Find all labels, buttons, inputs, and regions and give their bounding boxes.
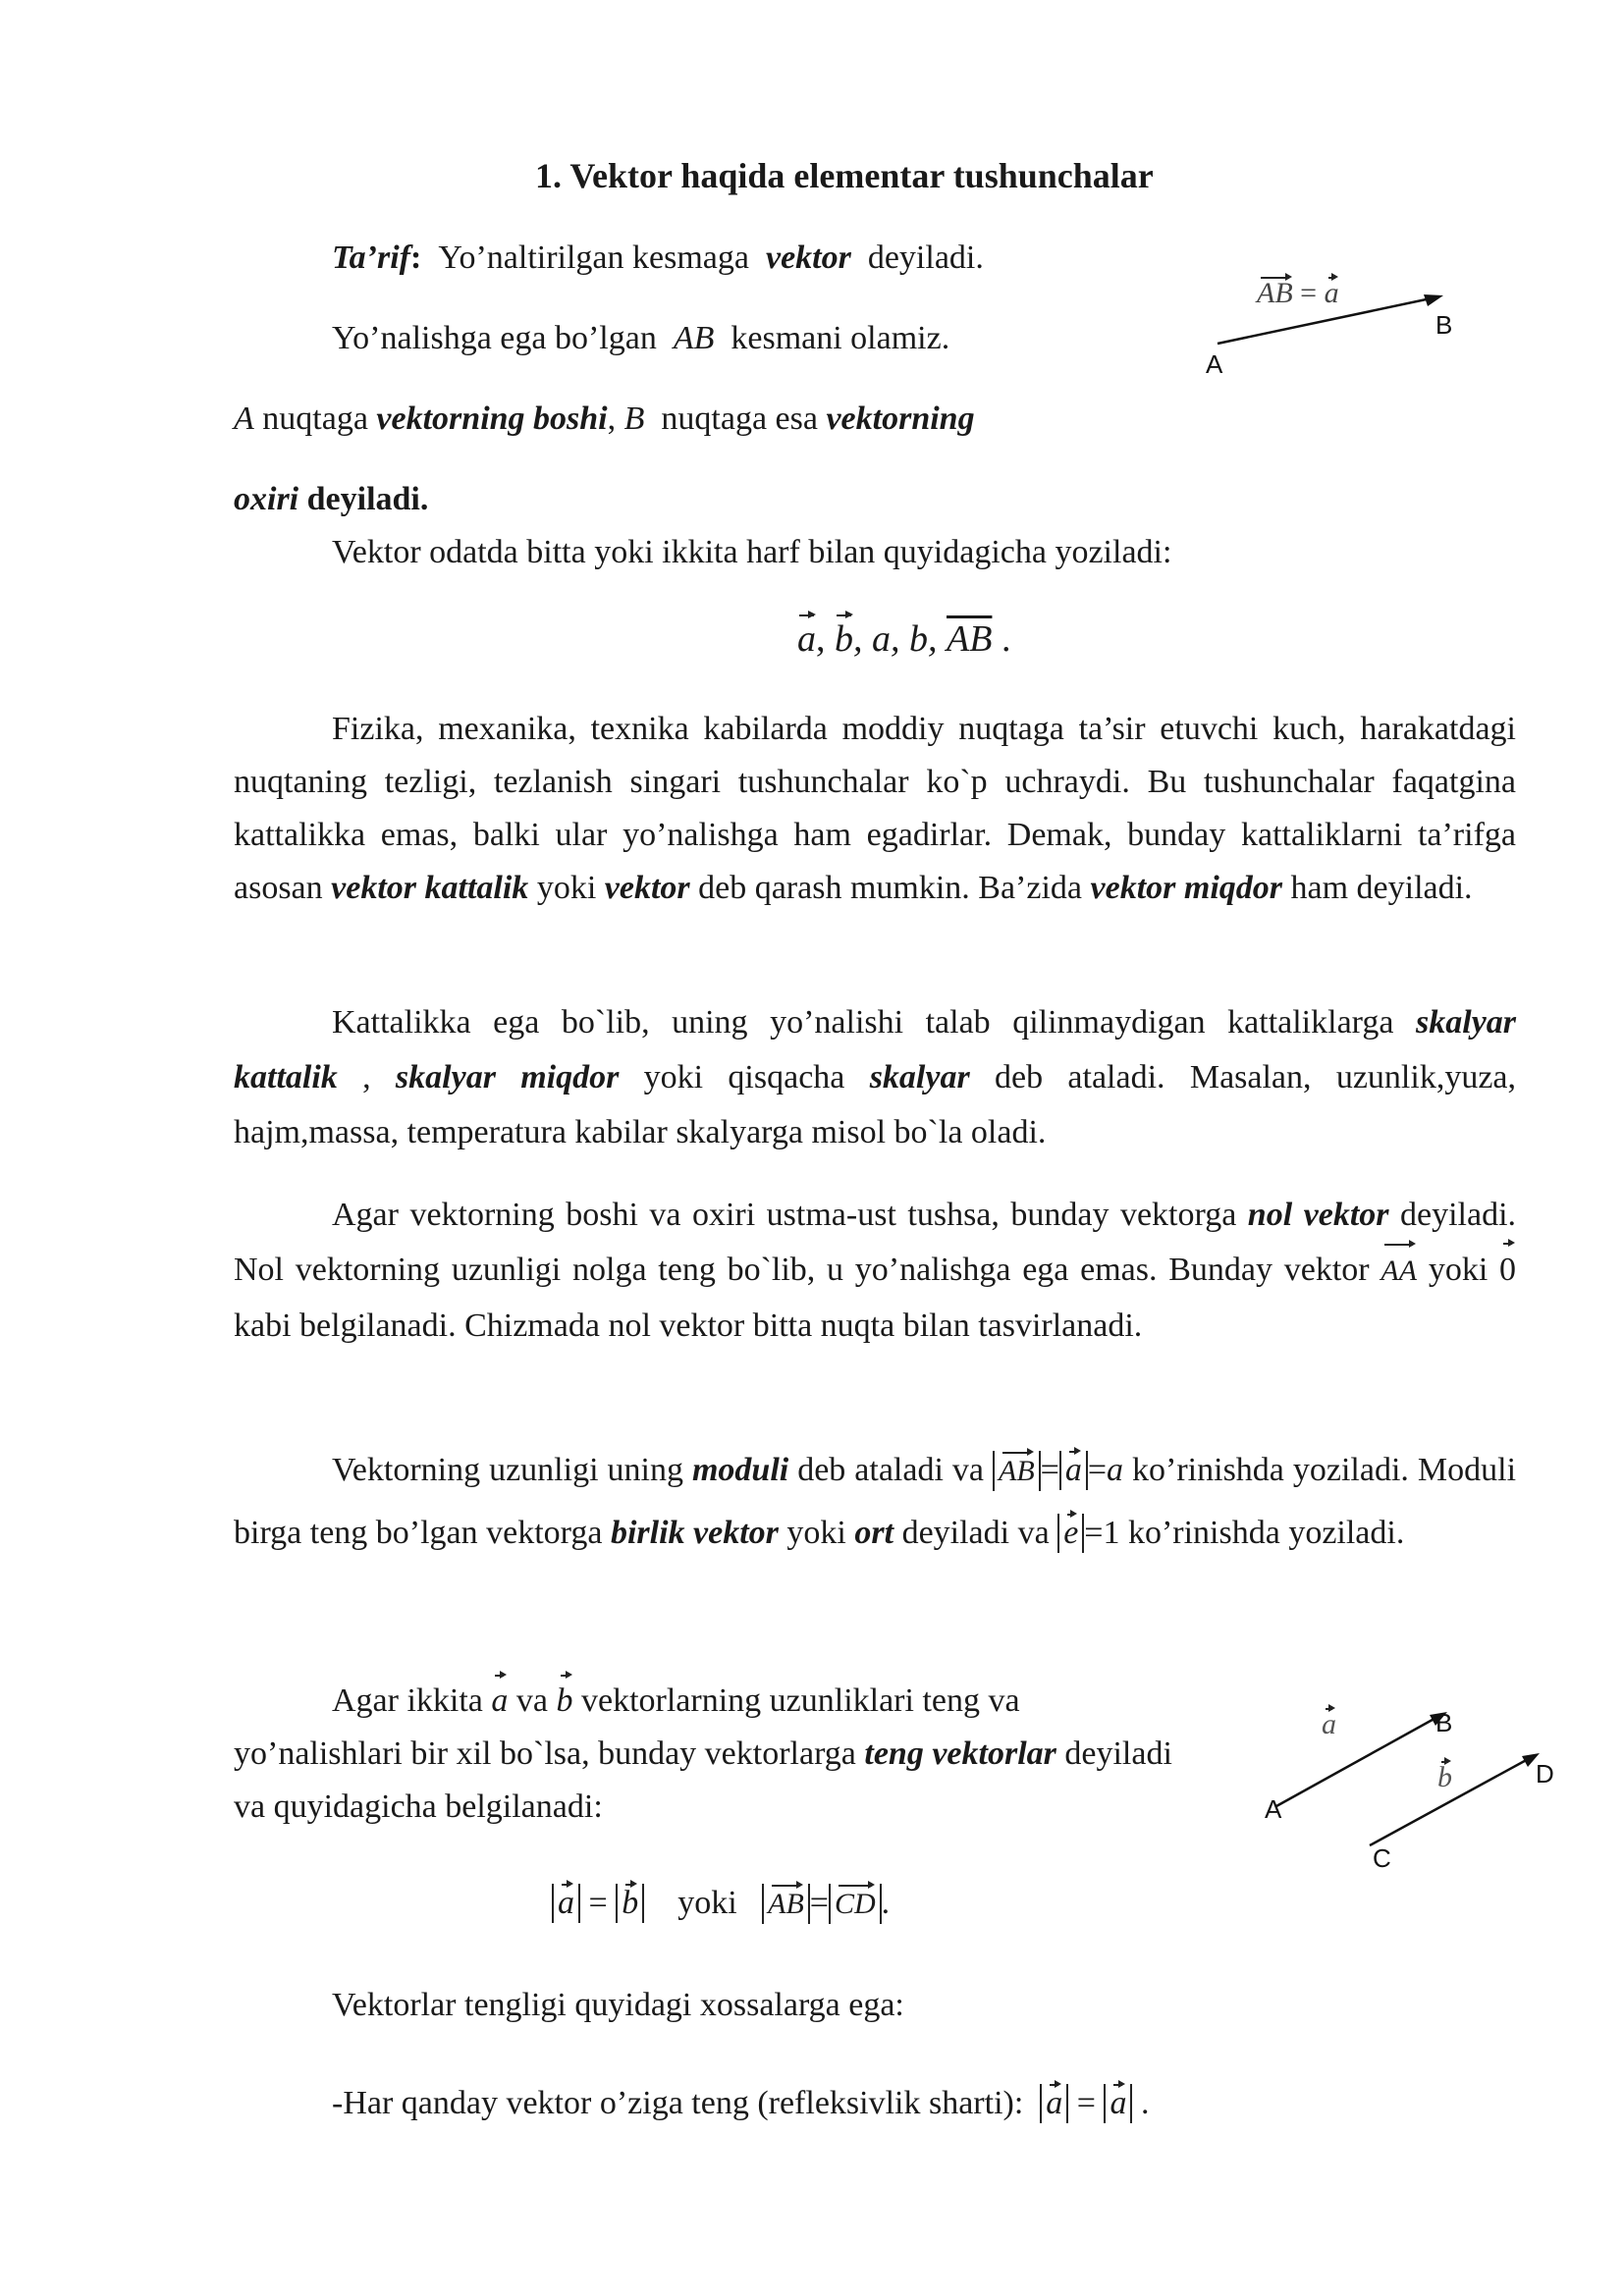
definition-line <box>332 232 984 285</box>
comma: , <box>607 400 617 437</box>
keyword-ort: ort <box>854 1515 894 1551</box>
zero-text-yoki: yoki <box>1428 1252 1489 1288</box>
sep: , <box>816 618 826 660</box>
figure2-point-c: C <box>1373 1843 1391 1873</box>
figure2-point-a: A <box>1265 1794 1282 1824</box>
eq-2: = <box>1087 1452 1108 1488</box>
paragraph-physics <box>234 703 1516 915</box>
definition-end: deyiladi. <box>867 240 984 276</box>
keyword-scalar: skalyar <box>869 1059 970 1095</box>
figure2-vector-a: a <box>1322 1708 1336 1740</box>
abs-a-refl <box>1040 2084 1068 2123</box>
zero-text-2: deyiladi. Nol vektorning uzunligi nolga teng bo`lib, u yo’nalishga ega emas. Bunday vektor <box>234 1197 1517 1288</box>
modulus-text-3: ko’rinishda yoziladi. Moduli birga teng bo’lgan vektorga <box>234 1452 1517 1551</box>
notation-rest: , a, b, <box>853 618 938 660</box>
scalar-text-3: yoki qisqacha <box>643 1059 845 1095</box>
vector-e: e <box>1063 1515 1079 1551</box>
text-nuqtaga: nuqtaga <box>262 400 368 437</box>
text-deyiladi: deyiladi. <box>306 481 429 517</box>
vector-a-formula: a <box>558 1885 574 1921</box>
keyword-vector-amount: vektor miqdor <box>1090 870 1282 906</box>
definition-text: Yo’naltirilgan kesmaga <box>438 240 749 276</box>
vector-a-refl: a <box>1046 2085 1063 2121</box>
modulus-text-5: deyiladi va <box>901 1515 1050 1551</box>
figure2-point-b: B <box>1435 1708 1453 1737</box>
properties-intro: Vektorlar tengligi quyidagi xossalarga ega: <box>332 1987 904 2023</box>
vector-a-mod: a <box>1064 1452 1082 1488</box>
segment-line <box>332 312 949 365</box>
vector-a2-refl: a <box>1110 2085 1127 2121</box>
keyword-vector-start: vektorning boshi <box>376 400 608 437</box>
equal-text-2: vektorlarning uzunliklari teng va yo’nalishlari bir xil bo`lsa, bunday vektorlarga <box>234 1682 1020 1772</box>
vector-zero: 0 <box>1499 1243 1516 1298</box>
section-heading: 1. Vektor haqida elementar tushunchalar <box>535 156 1154 195</box>
vector-cd-formula: CD <box>835 1885 876 1924</box>
abs-cd-eq <box>829 1884 882 1924</box>
keyword-zero-vector: nol vektor <box>1247 1197 1389 1233</box>
figure2-point-d: D <box>1536 1759 1554 1789</box>
physics-text-1: Fizika, mexanika, texnika kabilarda moddiy nuqtaga ta’sir etuvchi kuch, harakatdagi nuqtaning tezligi, tezlanish singari tushunchalar ko`p uchraydi. Bu tushunchalar faqatgina kattalikka emas, balki ular yo’nalishga ham egadirlar. Demak, bunday kattaliklarni ta’rifga asosan <box>234 711 1516 906</box>
paragraph-scalar <box>234 995 1516 1160</box>
vector-aa: AA <box>1380 1244 1417 1299</box>
definition-colon: : <box>409 240 422 276</box>
notation-formula <box>797 613 1010 666</box>
vector-ab: $\overline{AB}$ <box>947 618 993 660</box>
eq-refl: = <box>1076 2085 1096 2121</box>
abs-a2-refl <box>1104 2084 1132 2123</box>
segment-text: Yo’nalishga ega bo’lgan <box>332 320 657 356</box>
scalar-comma: , <box>362 1059 371 1095</box>
segment-end: kesmani olamiz. <box>731 320 950 356</box>
text-nuqtaga-esa: nuqtaga esa <box>661 400 818 437</box>
eq-1: = <box>1040 1452 1059 1488</box>
end-point-line <box>234 473 428 526</box>
start-point-line <box>234 393 975 446</box>
keyword-modulus: moduli <box>691 1452 789 1488</box>
physics-text-4: ham deyiladi. <box>1290 870 1473 906</box>
equal-text-1: Agar ikkita <box>332 1682 483 1719</box>
paragraph-modulus <box>234 1439 1516 1565</box>
abs-a <box>1059 1451 1088 1490</box>
abs-a-eq <box>552 1884 580 1923</box>
keyword-scalar-quantity: skalyar kattalik <box>234 1004 1517 1095</box>
abs-ab <box>993 1451 1041 1491</box>
scalar-text-1: Kattalikka ega bo`lib, uning yo’nalishi talab qilinmaydigan kattaliklarga <box>332 1004 1394 1041</box>
equal-va: va <box>515 1682 548 1719</box>
abs-ab-eq <box>762 1884 810 1924</box>
vector-a: a <box>797 613 816 666</box>
figure1-label <box>1257 277 1339 310</box>
paragraph-zero-vector <box>234 1188 1516 1354</box>
reflexivity-text: -Har qanday vektor o’ziga teng (refleksivlik sharti): <box>332 2085 1024 2121</box>
point-b: B <box>623 400 645 437</box>
modulus-text-1: Vektorning uzunligi uning <box>332 1452 683 1488</box>
figure1-ab: AB <box>1257 277 1293 309</box>
point-a: A <box>234 400 254 437</box>
figure2-a-label <box>1322 1708 1336 1741</box>
equal-text-3: deyiladi va quyidagicha belgilanadi: <box>234 1735 1172 1825</box>
zero-text-4: kabi belgilanadi. Chizmada nol vektor bitta nuqta bilan tasvirlanadi. <box>234 1308 1143 1344</box>
vector-b-formula: b <box>622 1885 639 1921</box>
physics-text-2: yoki <box>536 870 597 906</box>
figure1-a: a <box>1324 277 1339 309</box>
keyword-scalar-amount: skalyar miqdor <box>395 1059 620 1095</box>
definition-term: Ta’rif <box>332 240 410 276</box>
modulus-text-yoki: yoki <box>786 1515 846 1551</box>
keyword-oxiri: oxiri <box>234 481 299 517</box>
keyword-unit-vector: birlik vektor <box>610 1515 779 1551</box>
figure1-eq: = <box>1300 277 1318 309</box>
figure2-vector-b: b <box>1437 1761 1452 1793</box>
figure2-b-label <box>1437 1761 1452 1794</box>
dot-refl: . <box>1140 2085 1150 2121</box>
zero-text-1: Agar vektorning boshi va oxiri ustma-ust tushsa, bunday vektorga <box>332 1197 1237 1233</box>
notation-intro: Vektor odatda bitta yoki ikkita harf bilan quyidagicha yoziladi: <box>332 534 1172 570</box>
figure1-point-b: B <box>1435 310 1453 340</box>
scalar-text-4: deb ataladi. Masalan, uzunlik,yuza, hajm,massa, temperatura kabilar skalyarga misol bo`la oladi. <box>234 1059 1516 1150</box>
segment-ab: AB <box>673 320 715 356</box>
figure1-point-a: A <box>1206 349 1223 379</box>
abs-e <box>1057 1514 1084 1553</box>
vector-a-eq: a <box>491 1675 508 1728</box>
definition-keyword: vektor <box>765 240 851 276</box>
keyword-equal-vectors: teng vektorlar <box>864 1735 1056 1772</box>
modulus-text-6: ko’rinishda yoziladi. <box>1127 1515 1405 1551</box>
paragraph-equal-vectors <box>234 1675 1186 1834</box>
keyword-vectorning: vektorning <box>826 400 975 437</box>
scalar-a: a <box>1107 1452 1124 1488</box>
keyword-vector-quantity: vektor kattalik <box>331 870 529 906</box>
vector-b-eq: b <box>557 1675 573 1728</box>
eq-sign-2: = <box>809 1885 829 1921</box>
arrowhead-icon <box>1424 294 1443 306</box>
figure-equal-vectors <box>1257 1688 1571 1885</box>
vector-ab-mod: AB <box>999 1452 1035 1491</box>
eq-one: =1 <box>1084 1515 1120 1551</box>
abs-b-eq <box>616 1884 644 1923</box>
keyword-vector: vektor <box>604 870 690 906</box>
dot: . <box>1001 618 1011 660</box>
vector-b: b <box>835 613 853 666</box>
reflexivity-line <box>332 2077 1149 2130</box>
vector-ab-formula: AB <box>768 1885 804 1924</box>
eq-sign: = <box>588 1885 608 1921</box>
equal-formula <box>552 1877 890 1930</box>
formula-yoki: yoki <box>677 1885 737 1921</box>
physics-text-3: deb qarash mumkin. Ba’zida <box>698 870 1083 906</box>
formula-dot: . <box>881 1885 891 1921</box>
modulus-text-2: deb ataladi va <box>797 1452 984 1488</box>
vector-ab-fig2 <box>1276 1716 1439 1806</box>
